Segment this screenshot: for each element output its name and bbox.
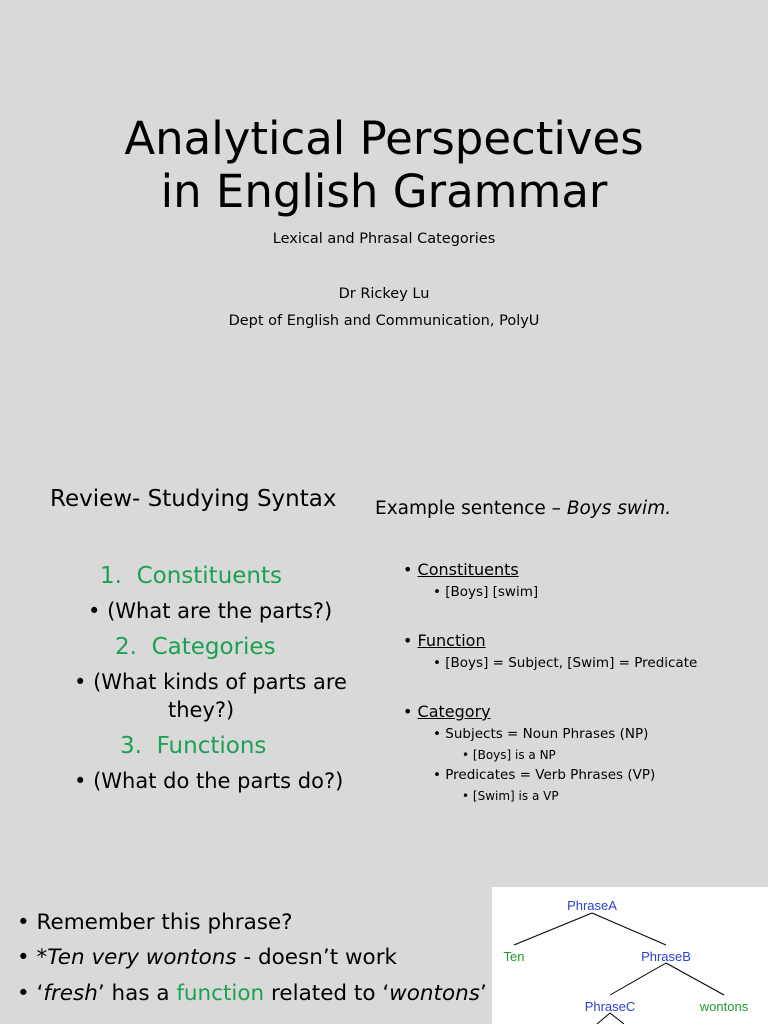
example-sentence: Example sentence – Boys swim. <box>375 498 672 519</box>
tree-edge <box>514 913 592 945</box>
item-number: 1. <box>100 563 122 589</box>
tree-node-phrase-c: PhraseC <box>584 999 636 1014</box>
subjects-example: • [Boys] is a NP <box>462 748 556 762</box>
item-question: • (What do the parts do?) <box>74 769 344 793</box>
bullet-dot: • <box>403 560 413 579</box>
phrase-tree-diagram <box>492 887 768 1024</box>
predicates-example: • [Swim] is a VP <box>462 789 559 803</box>
example-sentence-text: Boys swim. <box>566 498 672 519</box>
function-heading: • Function <box>403 631 486 650</box>
item-number: 2. <box>115 634 137 660</box>
tree-edge <box>666 963 724 995</box>
tree-edge <box>610 963 666 995</box>
item-categories <box>115 634 276 660</box>
bullet-dot: • <box>17 945 30 970</box>
bullet-dot: • <box>433 655 441 671</box>
author-affiliation: Dept of English and Communication, PolyU <box>228 313 540 329</box>
bullet-dot: • <box>17 910 30 935</box>
tree-node-phrase-b: PhraseB <box>641 949 691 964</box>
tree-edge <box>610 1013 624 1024</box>
tree-edge <box>592 913 666 945</box>
tree-node-phrase-a: PhraseA <box>567 898 617 913</box>
item-label: Functions <box>156 733 267 759</box>
category-heading: • Category <box>403 702 491 721</box>
function-detail: • [Boys] = Subject, [Swim] = Predicate <box>433 655 698 671</box>
bullet-dot: • <box>403 631 413 650</box>
bullet-dot: • <box>433 584 441 600</box>
item-constituents <box>100 563 282 589</box>
title-line-1: Analytical Perspectives <box>124 112 644 165</box>
bullet-dot: • <box>74 670 87 694</box>
bullet-dot: • <box>403 702 413 721</box>
bullet-dot: • <box>462 748 470 762</box>
item-number: 3. <box>120 733 142 759</box>
constituents-detail: • [Boys] [swim] <box>433 584 539 600</box>
item-question-continued: they?) <box>168 698 235 722</box>
review-title: Review- Studying Syntax <box>50 486 337 512</box>
bullet-dot: • <box>17 981 30 1006</box>
item-label: Constituents <box>136 563 283 589</box>
tree-leaf-wontons: wontons <box>699 999 749 1014</box>
tree-leaf-ten: Ten <box>503 949 525 964</box>
bullet-fresh-function: • ‘fresh’ has a function related to ‘wontons’ <box>17 981 487 1006</box>
item-label: Categories <box>151 634 276 660</box>
title-line-2: in English Grammar <box>160 165 608 218</box>
slide-subtitle: Lexical and Phrasal Categories <box>272 231 496 247</box>
author-name: Dr Rickey Lu <box>338 286 430 302</box>
item-question: • (What are the parts?) <box>88 599 333 623</box>
bullet-dot: • <box>88 599 101 623</box>
item-question: • (What kinds of parts are <box>74 670 347 694</box>
item-functions <box>120 733 266 759</box>
bullet-dot: • <box>74 769 87 793</box>
bullet-ten-very-wontons: • *Ten very wontons - doesn’t work <box>17 945 397 970</box>
predicates-detail: • Predicates = Verb Phrases (VP) <box>433 767 656 783</box>
bullet-remember: • Remember this phrase? <box>17 910 293 935</box>
bullet-dot: • <box>433 767 441 783</box>
slide-title <box>0 112 768 218</box>
constituents-heading: • Constituents <box>403 560 519 579</box>
tree-edge <box>597 1013 610 1024</box>
bullet-dot: • <box>462 789 470 803</box>
bullet-dot: • <box>433 726 441 742</box>
subjects-detail: • Subjects = Noun Phrases (NP) <box>433 726 649 742</box>
